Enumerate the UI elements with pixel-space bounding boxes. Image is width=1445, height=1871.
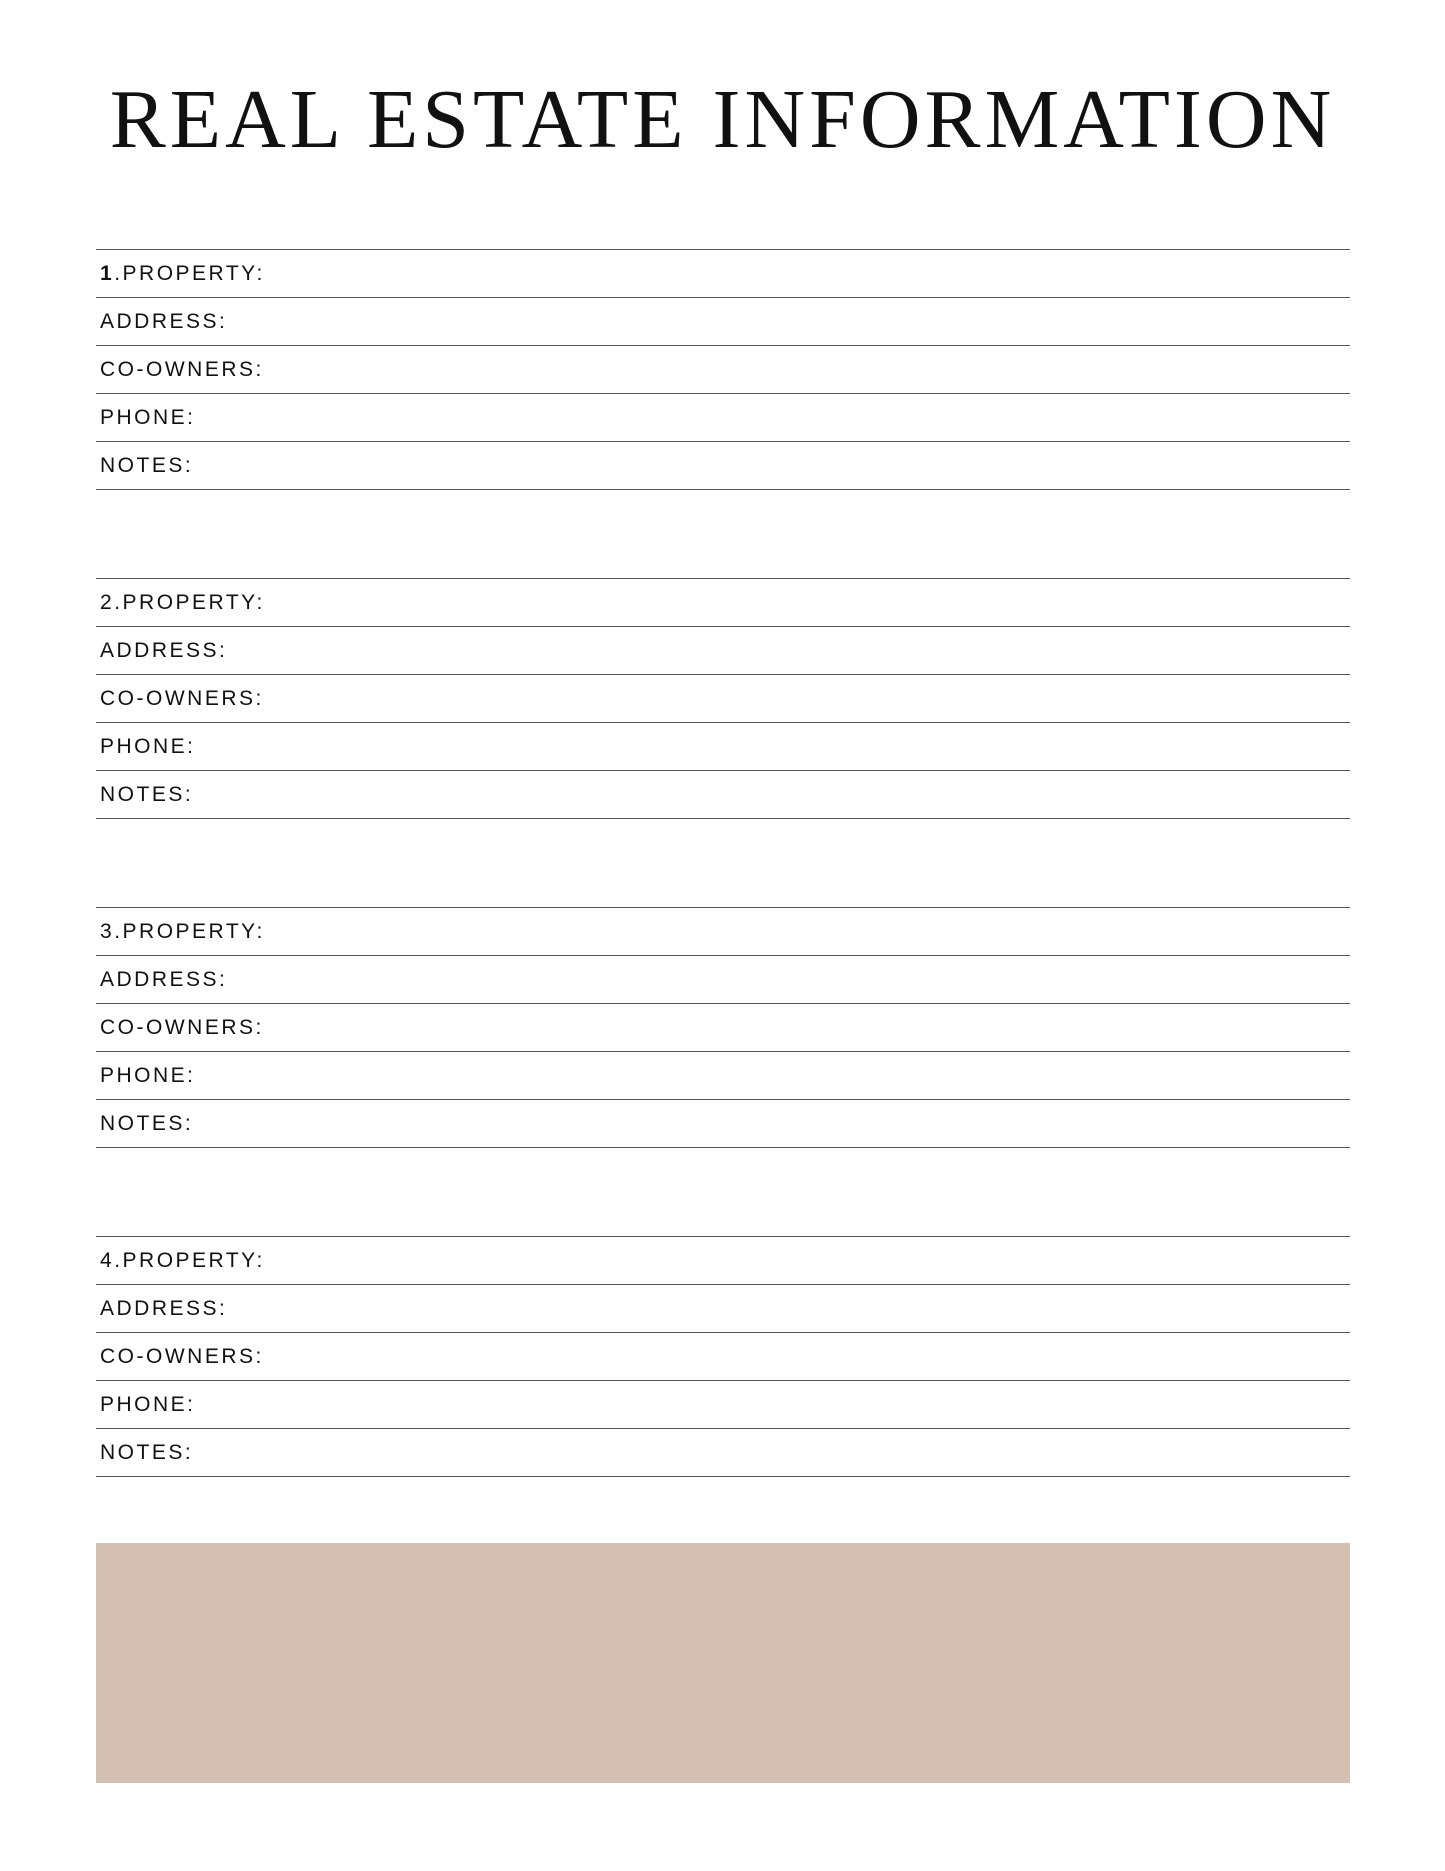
property-field-row[interactable] xyxy=(96,250,1350,298)
address-label: ADDRESS: xyxy=(100,639,228,662)
property-label-text: .PROPERTY: xyxy=(114,262,265,285)
property-field-row[interactable] xyxy=(96,1237,1350,1285)
address-label: ADDRESS: xyxy=(100,310,228,333)
phone-field-row[interactable] xyxy=(96,1381,1350,1429)
phone-label: PHONE: xyxy=(100,735,196,758)
property-label xyxy=(96,921,265,942)
coowners-label: CO-OWNERS: xyxy=(100,1345,264,1368)
decorative-footer-block xyxy=(96,1543,1350,1783)
notes-label: NOTES: xyxy=(100,1441,194,1464)
coowners-field-row[interactable] xyxy=(96,675,1350,723)
coowners-label: CO-OWNERS: xyxy=(100,358,264,381)
notes-field-row[interactable] xyxy=(96,442,1350,490)
address-field-row[interactable] xyxy=(96,1285,1350,1333)
property-number: 2 xyxy=(100,591,115,614)
notes-label: NOTES: xyxy=(100,454,194,477)
property-label xyxy=(96,592,265,613)
notes-field-row[interactable] xyxy=(96,1100,1350,1148)
page-title: REAL ESTATE INFORMATION xyxy=(109,73,1336,166)
phone-field-row[interactable] xyxy=(96,1052,1350,1100)
property-label-text: .PROPERTY: xyxy=(114,1249,265,1272)
property-section-1 xyxy=(96,249,1350,490)
notes-label: NOTES: xyxy=(100,783,194,806)
property-section-3 xyxy=(96,907,1350,1148)
phone-label: PHONE: xyxy=(100,1393,196,1416)
phone-label: PHONE: xyxy=(100,406,196,429)
address-field-row[interactable] xyxy=(96,298,1350,346)
property-label-text: .PROPERTY: xyxy=(114,591,265,614)
property-field-row[interactable] xyxy=(96,908,1350,956)
address-label: ADDRESS: xyxy=(100,968,228,991)
notes-field-row[interactable] xyxy=(96,1429,1350,1477)
property-label-text: .PROPERTY: xyxy=(114,920,265,943)
property-label xyxy=(96,263,265,284)
property-field-row[interactable] xyxy=(96,579,1350,627)
phone-field-row[interactable] xyxy=(96,723,1350,771)
property-section-2 xyxy=(96,578,1350,819)
notes-label: NOTES: xyxy=(100,1112,194,1135)
notes-field-row[interactable] xyxy=(96,771,1350,819)
coowners-label: CO-OWNERS: xyxy=(100,1016,264,1039)
phone-label: PHONE: xyxy=(100,1064,196,1087)
coowners-label: CO-OWNERS: xyxy=(100,687,264,710)
property-section-4 xyxy=(96,1236,1350,1477)
coowners-field-row[interactable] xyxy=(96,1004,1350,1052)
address-label: ADDRESS: xyxy=(100,1297,228,1320)
address-field-row[interactable] xyxy=(96,627,1350,675)
property-number: 4 xyxy=(100,1249,115,1272)
property-number: 1 xyxy=(100,262,115,285)
property-number: 3 xyxy=(100,920,115,943)
coowners-field-row[interactable] xyxy=(96,346,1350,394)
address-field-row[interactable] xyxy=(96,956,1350,1004)
phone-field-row[interactable] xyxy=(96,394,1350,442)
property-label xyxy=(96,1250,265,1271)
coowners-field-row[interactable] xyxy=(96,1333,1350,1381)
